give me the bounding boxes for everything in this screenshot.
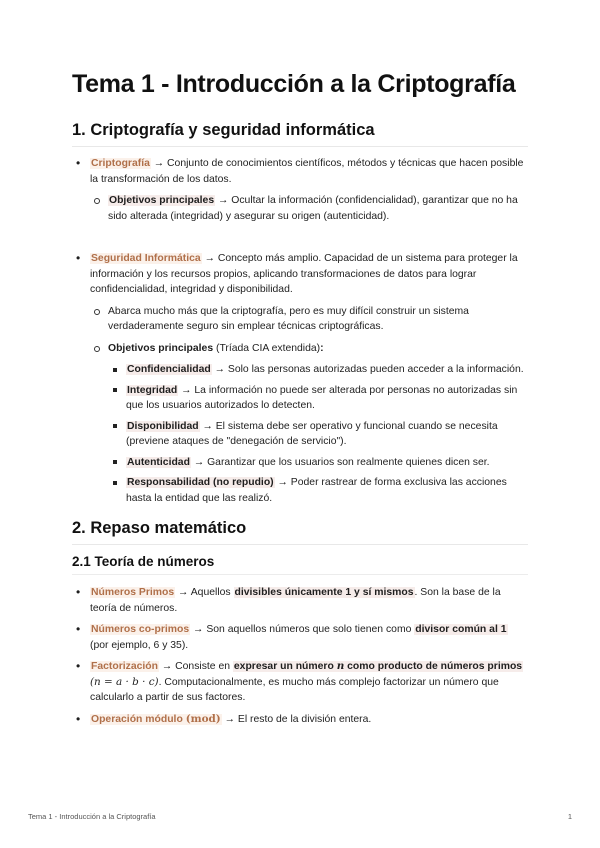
list-item-primos: • Números Primos → Aquellos divisibles únicamente 1 y sí mismos. Son la base de la teoría de números. [72,585,528,616]
section-1-list [72,156,528,506]
section-heading-1: 1. Criptografía y seguridad informática [72,121,528,147]
page-number: 1 [567,812,572,821]
term-objetivos: Objetivos principales [109,195,215,206]
page-footer [28,812,572,821]
list-item-autenticidad: Autenticidad → Garantizar que los usuarios son realmente quienes dicen ser. [108,455,528,471]
list-item-factorizacion: • Factorización → Consiste en expresar un número n como producto de números primos (n = a · b · c). Computacionalmente, es mucho más complejo factorizar un número que calcularlo a partir de sus factores. [72,659,528,706]
list-item-objetivos-cia: Objetivos principales (Tríada CIA extendida): Confidencialidad → Solo las personas autorizadas pueden acceder a la información. Integridad → La información no puede ser alterada por personas no autorizadas sin que los usuarios autorizados lo detecten. Disponibilidad → El sistema debe ser operativo y funcional cuando se necesita (previene ataques de "denegación de servicio"). Autenticidad → Garantizar que los usuarios son realmente quienes dicen ser. Responsabilidad (no repudio) → Poder rastrear de forma exclusiva las acciones hasta la entidad que las realizó. [90,341,528,507]
list-item-disponibilidad: Disponibilidad → El sistema debe ser operativo y funcional cuando se necesita (previene ataques de "denegación de servicio"). [108,419,528,450]
list-item-responsabilidad: Responsabilidad (no repudio) → Poder rastrear de forma exclusiva las acciones hasta la entidad que las realizó. [108,475,528,506]
list-item-criptografia: • Criptografía → Conjunto de conocimientos científicos, métodos y técnicas que hacen posible la transformación de los datos. Objetivos principales → Ocultar la información (confidencialidad), garantizar que no ha sido alterada (integridad) y asegurar su origen (autenticidad). [72,156,528,224]
list-item-confidencialidad: Confidencialidad → Solo las personas autorizadas pueden acceder a la información. [108,362,528,378]
document-page [72,70,528,727]
term-seguridad: Seguridad Informática [91,253,201,264]
list-item-coprimos: • Números co-primos → Son aquellos números que solo tienen como divisor común al 1 (por ejemplo, 6 y 35). [72,622,528,653]
list-item-integridad: Integridad → La información no puede ser alterada por personas no autorizadas sin que los usuarios autorizados lo detecten. [108,383,528,414]
list-item-modulo: • Operación módulo (mod) → El resto de la división entera. [72,712,528,728]
list-item-objetivos: Objetivos principales → Ocultar la información (confidencialidad), garantizar que no ha sido alterada (integridad) y asegurar su origen (autenticidad). [90,193,528,224]
term-criptografia: Criptografía [91,158,150,169]
page-title: Tema 1 - Introducción a la Criptografía [72,70,516,98]
section-2-list [72,585,528,727]
list-item-seguridad: • Seguridad Informática → Concepto más amplio. Capacidad de un sistema para proteger la información y los recursos propios, aplicando transformaciones de datos para lograr confidencialidad, integridad y disponibilidad. Abarca mucho más que la criptografía, pero es muy difícil construir un sistema verdaderamente seguro sin emplear técnicas criptográficas. Objetivos principales (Tríada CIA extendida): Confidencialidad → Solo las personas autorizadas pueden acceder a la información. Integridad → La información no puede ser alterada por personas no autorizadas sin que los usuarios autorizados lo detecten. Disponibilidad → El sistema debe ser operativo y funcional cuando se necesita (previene ataques de "denegación de servicio"). Autenticidad → Garantizar que los usuarios son realmente quienes dicen ser. Responsabilidad (no repudio) → Poder rastrear de forma exclusiva las acciones hasta la entidad que las realizó. [72,251,528,506]
section-heading-2: 2. Repaso matemático [72,519,528,545]
formula-factorizacion: (n = a · b · c) [90,675,159,688]
list-item-abarca: Abarca mucho más que la criptografía, pero es muy difícil construir un sistema verdaderamente seguro sin emplear técnicas criptográficas. [90,304,528,335]
subsection-heading-2-1: 2.1 Teoría de números [72,554,528,575]
footer-title: Tema 1 - Introducción a la Criptografía [28,812,156,821]
